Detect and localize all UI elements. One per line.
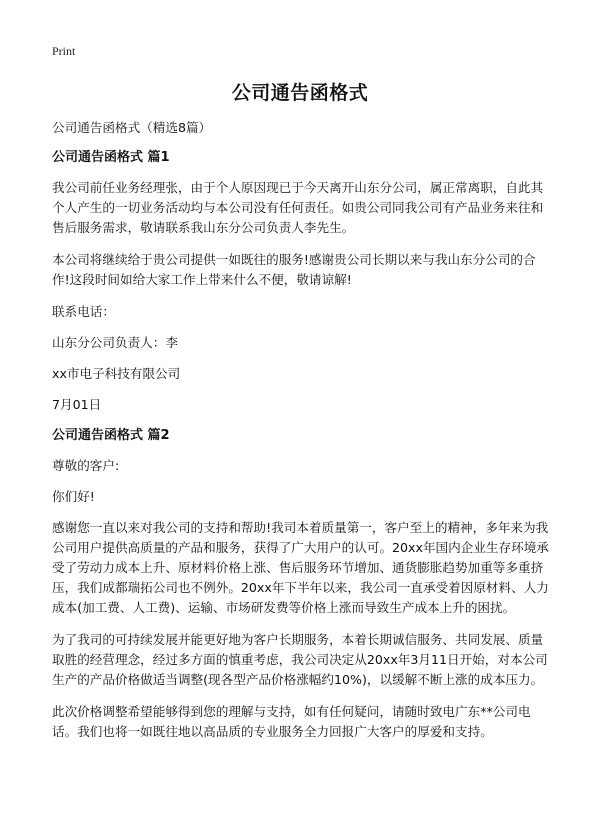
salutation: 你们好! — [52, 489, 95, 504]
paragraph: 此次价格调整希望能够得到您的理解与支持，如有任何疑问，请随时致电广东**公司电话。我们也将一如既往地以高品质的专业服务全力回报广大客户的厚爱和支持。 — [52, 704, 531, 739]
document-subtitle: 公司通告函格式（精选8篇） — [52, 120, 212, 135]
date-line: 7月01日 — [52, 397, 102, 412]
paragraph: 为了我司的可持续发展并能更好地为客户长期服务，本着长期诚信服务、共同发展、质量取胜的经营理念，经过多方面的慎重考虑，我公司决定从20xx年3月11日开始，对本公司生产的产品价格做适当调整(现各型产品价格涨幅约10%)，以缓解不断上涨的成本压力。 — [52, 632, 548, 687]
document-body — [52, 118, 552, 754]
section-heading-1: 公司通告函格式 篇1 — [52, 150, 170, 165]
contact-phone-label: 联系电话： — [52, 304, 115, 319]
company-name: xx市电子科技有限公司 — [52, 366, 181, 381]
paragraph: 本公司将继续给于贵公司提供一如既往的服务!感谢贵公司长期以来与我山东分公司的合作!这段时间如给大家工作上带来什么不便，敬请谅解! — [52, 252, 536, 287]
branch-manager-line: 山东分公司负责人：李 — [52, 335, 178, 350]
greeting: 尊敬的客户: — [52, 458, 120, 473]
print-label: Print — [52, 44, 76, 58]
paragraph: 感谢您一直以来对我公司的支持和帮助!我司本着质量第一，客户至上的精神，多年来为我公司用户提供高质量的产品和服务，获得了广大用户的认可。20xx年国内企业生存环境承受了劳动力成本上升、原材料价格上涨、售后服务环节增加、通货膨胀趋势加重等多重挤压，我们成都瑞拓公司也不例外。20xx年下半年以来，我公司一直承受着因原材料、人力成本(加工费、人工费)、运输、市场研发费等价格上涨而导致生产成本上升的困扰。 — [52, 520, 549, 615]
section-heading-2: 公司通告函格式 篇2 — [52, 428, 170, 443]
page-title: 公司通告函格式 — [231, 82, 369, 104]
paragraph: 我公司前任业务经理张，由于个人原因现已于今天离开山东分公司，属正常离职，自此其个人产生的一切业务活动均与本公司没有任何责任。如贵公司同我公司有产品业务来往和售后服务需求，敬请联系我山东分公司负责人李先生。 — [52, 180, 544, 235]
